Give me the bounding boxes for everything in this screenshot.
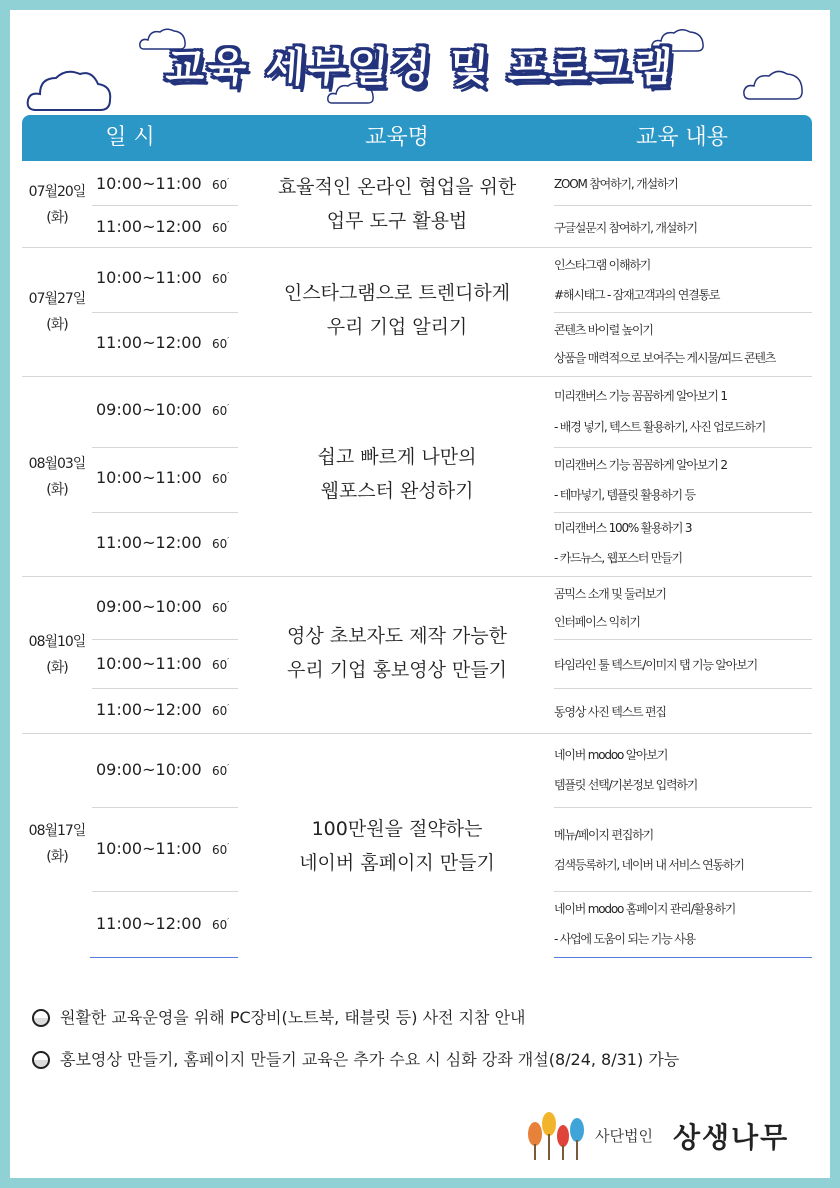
notice-list (32, 1003, 812, 1087)
time-slot (92, 377, 238, 448)
notice-item (32, 1045, 812, 1087)
time-label: 09:00~10:00 (96, 400, 202, 419)
content-line: #해시태그 - 잠재고객과의 연결통로 (554, 288, 720, 302)
time-slot (92, 577, 238, 640)
content-cell (554, 640, 812, 689)
content-cell (554, 377, 812, 448)
tree-logo-icon (525, 1110, 589, 1162)
course-name-line: 우리 기업 홍보영상 만들기 (286, 659, 507, 681)
time-slot (92, 448, 238, 513)
course-name-line: 효율적인 온라인 협업을 위한 (277, 176, 517, 198)
date-cell (22, 179, 92, 231)
schedule-group (22, 377, 812, 577)
content-line: 인스타그램 이해하기 (554, 258, 651, 272)
cloud-right-decoration (742, 66, 806, 102)
content-cell (554, 206, 812, 248)
content-line: 콘텐츠 바이럴 높이기 (554, 323, 653, 337)
course-name-line: 100만원을 절약하는 (311, 818, 483, 840)
course-name (252, 276, 542, 344)
time-slot (92, 248, 238, 313)
header-course-name: 교육명 (365, 125, 429, 150)
content-line: - 카드뉴스, 웹포스터 만들기 (554, 551, 682, 565)
time-label: 10:00~11:00 (96, 654, 202, 673)
schedule-group (22, 248, 812, 377)
duration-label: 60′ (212, 763, 230, 778)
course-name-line: 쉽고 빠르게 나만의 (317, 446, 477, 468)
course-name (252, 440, 542, 508)
time-label: 11:00~12:00 (96, 914, 202, 933)
date-cell (22, 629, 92, 681)
time-slot (92, 640, 238, 689)
date-cell (22, 818, 92, 870)
notice-text: 원활한 교육운영을 위해 PC장비(노트북, 태블릿 등) 사전 지참 안내 (60, 1008, 526, 1027)
page-title: 교육 세부일정 및 프로그램 (163, 45, 677, 91)
content-line: 미리캔버스 기능 꼼꼼하게 알아보기 2 (554, 458, 727, 472)
date-label: 07월27일 (28, 291, 86, 307)
notice-text: 홍보영상 만들기, 홈페이지 만들기 교육은 추가 수요 시 심화 강좌 개설(8/24, 8/31) 가능 (60, 1050, 680, 1069)
time-slot (92, 892, 238, 957)
content-line: ZOOM 참여하기, 개설하기 (554, 177, 678, 191)
course-name-line: 웹포스터 완성하기 (320, 480, 474, 502)
content-cell (554, 808, 812, 892)
time-slot (92, 162, 238, 206)
date-label: 07월20일 (28, 184, 86, 200)
date-label: 08월17일 (28, 823, 86, 839)
duration-label: 60′ (212, 917, 230, 932)
duration-label: 60′ (212, 220, 230, 235)
table-bottom-line (90, 957, 238, 958)
course-name (252, 170, 542, 238)
header-course-content: 교육 내용 (635, 125, 729, 150)
content-line: 인터페이스 익히기 (554, 615, 640, 629)
logo-name: 상생나무 (673, 1121, 790, 1154)
time-label: 10:00~11:00 (96, 174, 202, 193)
schedule-group (22, 734, 812, 957)
content-cell (554, 892, 812, 957)
content-cell (554, 513, 812, 577)
day-label: (화) (46, 660, 68, 676)
date-cell (22, 286, 92, 338)
content-line: - 사업에 도움이 되는 기능 사용 (554, 932, 695, 946)
course-name-line: 네이버 홈페이지 만들기 (299, 852, 495, 874)
content-cell (554, 248, 812, 313)
content-line: 동영상 사진 텍스트 편집 (554, 705, 666, 719)
duration-label: 60′ (212, 471, 230, 486)
duration-label: 60′ (212, 403, 230, 418)
duration-label: 60′ (212, 600, 230, 615)
table-bottom-line (554, 957, 812, 958)
day-label: (화) (46, 210, 68, 226)
time-label: 09:00~10:00 (96, 597, 202, 616)
duration-label: 60′ (212, 703, 230, 718)
time-label: 10:00~11:00 (96, 468, 202, 487)
time-slot (92, 313, 238, 377)
time-slot (92, 808, 238, 892)
course-name-line: 인스타그램으로 트렌디하게 (283, 282, 511, 304)
bullet-icon (32, 1051, 50, 1069)
time-slot (92, 734, 238, 808)
date-label: 08월03일 (28, 456, 86, 472)
content-cell (554, 448, 812, 513)
content-cell (554, 577, 812, 640)
content-line: 네이버 modoo 홈페이지 관리/활용하기 (554, 902, 736, 916)
logo-prefix: 사단법인 (595, 1127, 653, 1145)
content-cell (554, 313, 812, 377)
schedule-group (22, 162, 812, 248)
content-line: 미리캔버스 100% 활용하기 3 (554, 521, 692, 535)
time-slot (92, 206, 238, 248)
duration-label: 60′ (212, 177, 230, 192)
time-label: 09:00~10:00 (96, 760, 202, 779)
time-label: 11:00~12:00 (96, 217, 202, 236)
time-label: 11:00~12:00 (96, 700, 202, 719)
content-cell (554, 689, 812, 734)
content-line: 타임라인 툴 텍스트/이미지 탭 기능 알아보기 (554, 658, 757, 672)
time-slot (92, 689, 238, 734)
time-slot (92, 513, 238, 577)
course-name (252, 812, 542, 880)
time-label: 10:00~11:00 (96, 268, 202, 287)
content-line: 템플릿 선택/기본정보 입력하기 (554, 778, 698, 792)
content-line: 네이버 modoo 알아보기 (554, 748, 668, 762)
duration-label: 60′ (212, 536, 230, 551)
content-cell (554, 734, 812, 808)
page-title-container (150, 36, 690, 100)
content-line: 미리캔버스 기능 꼼꼼하게 알아보기 1 (554, 389, 727, 403)
content-line: 상품을 매력적으로 보여주는 게시물/피드 콘텐츠 (554, 351, 776, 365)
time-label: 11:00~12:00 (96, 333, 202, 352)
table-header (22, 115, 812, 161)
duration-label: 60′ (212, 842, 230, 857)
content-line: - 테마넣기, 템플릿 활용하기 등 (554, 488, 695, 502)
day-label: (화) (46, 482, 68, 498)
duration-label: 60′ (212, 336, 230, 351)
header-datetime: 일 시 (105, 125, 155, 150)
time-label: 11:00~12:00 (96, 533, 202, 552)
date-label: 08월10일 (28, 634, 86, 650)
course-name (252, 619, 542, 687)
content-line: 검색등록하기, 네이버 내 서비스 연동하기 (554, 858, 744, 872)
duration-label: 60′ (212, 657, 230, 672)
content-line: - 배경 넣기, 텍스트 활용하기, 사진 업로드하기 (554, 420, 766, 434)
day-label: (화) (46, 849, 68, 865)
content-line: 곰믹스 소개 및 둘러보기 (554, 587, 666, 601)
duration-label: 60′ (212, 271, 230, 286)
time-label: 10:00~11:00 (96, 839, 202, 858)
notice-item (32, 1003, 812, 1045)
content-line: 구글설문지 참여하기, 개설하기 (554, 221, 697, 235)
date-cell (22, 451, 92, 503)
day-label: (화) (46, 317, 68, 333)
course-name-line: 영상 초보자도 제작 가능한 (286, 625, 507, 647)
course-name-line: 업무 도구 활용법 (326, 210, 468, 232)
cloud-left-decoration (24, 66, 114, 114)
schedule-group (22, 577, 812, 734)
bullet-icon (32, 1009, 50, 1027)
content-cell (554, 162, 812, 206)
course-name-line: 우리 기업 알리기 (326, 316, 468, 338)
organization-logo (525, 1110, 815, 1164)
content-line: 메뉴/페이지 편집하기 (554, 828, 653, 842)
